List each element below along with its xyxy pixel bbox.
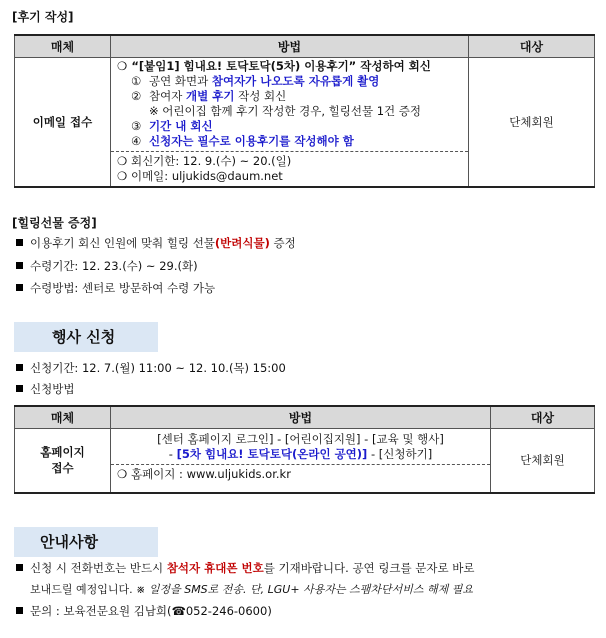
apply-heading: 행사 신청 [14,322,158,352]
apply-path-1: [센터 홈페이지 로그인] - [어린이집지원] - [교육 및 행사] [157,432,444,446]
bullet-square-icon [16,262,23,269]
bullet-square-icon [16,385,23,392]
apply-path-2: - [5차 힘내요! 토닥토닥(온라인 공연)] - [신청하기] [168,447,433,461]
apply-col-method: 방법 [111,406,491,429]
review-item2: ② 참여자 개별 후기 작성 회신 [131,89,287,103]
bullet-square-icon [16,564,23,571]
apply-medium: 홈페이지 접수 [15,429,111,493]
apply-col-medium: 매체 [15,406,111,429]
review-table [14,34,595,188]
review-section-title: [후기 작성] [12,10,74,24]
apply-bullet-1: 신청기간: 12. 7.(월) 11:00 ~ 12. 10.(목) 15:00 [16,361,286,376]
bullet-square-icon [16,364,23,371]
review-email: ❍ 이메일: uljukids@daum.net [117,169,283,183]
bullet-square-icon [16,607,23,614]
bullet-square-icon [16,284,23,291]
gift-bullet-2: 수령기간: 12. 23.(수) ~ 29.(화) [16,259,198,274]
notice-bullet-2: 문의 : 보육전문요원 김남희(☎052-246-0600) [16,604,272,619]
apply-bullet-2: 신청방법 [16,382,74,397]
notice-bullet-1-cont: 보내드릴 예정입니다. ※ 일정을 SMS로 전송. 단, LGU+ 사용자는 스팸차단서비스 해제 필요 [30,583,473,596]
notice-heading: 안내사항 [14,527,158,557]
review-item4: ④ 신청자는 필수로 이용후기를 작성해야 함 [131,134,354,148]
review-item3: ③ 기간 내 회신 [131,119,213,133]
apply-table [14,405,595,494]
apply-target: 단체회원 [491,429,595,493]
review-target: 단체회원 [469,58,595,188]
gift-bullet-1: 이용후기 회신 인원에 맞춰 힐링 선물(반려식물) 증정 [16,236,296,251]
apply-method-cell [111,429,491,493]
review-medium: 이메일 접수 [15,58,111,188]
gift-section-title: [힐링선물 증정] [12,216,97,230]
review-col-target: 대상 [469,35,595,58]
review-line1: ❍ “[붙임1] 힘내요! 토닥토닥(5차) 이용후기” 작성하여 회신 [117,59,431,73]
review-note: ※ 어린이집 함께 후기 작성한 경우, 힐링선물 1건 증정 [149,104,422,118]
review-item1: ① 공연 화면과 참여자가 나오도록 자유롭게 촬영 [131,74,380,88]
notice-bullet-1: 신청 시 전화번호는 반드시 참석자 휴대폰 번호를 기재바랍니다. 공연 링크를 문자로 바로 [16,561,475,576]
apply-col-target: 대상 [491,406,595,429]
review-method-cell [111,58,469,188]
review-col-method: 방법 [111,35,469,58]
apply-homepage: ❍ 홈페이지 : www.uljukids.or.kr [117,467,291,481]
bullet-square-icon [16,239,23,246]
review-deadline: ❍ 회신기한: 12. 9.(수) ~ 20.(일) [117,154,292,168]
gift-bullet-3: 수령방법: 센터로 방문하여 수령 가능 [16,281,215,296]
review-col-medium: 매체 [15,35,111,58]
